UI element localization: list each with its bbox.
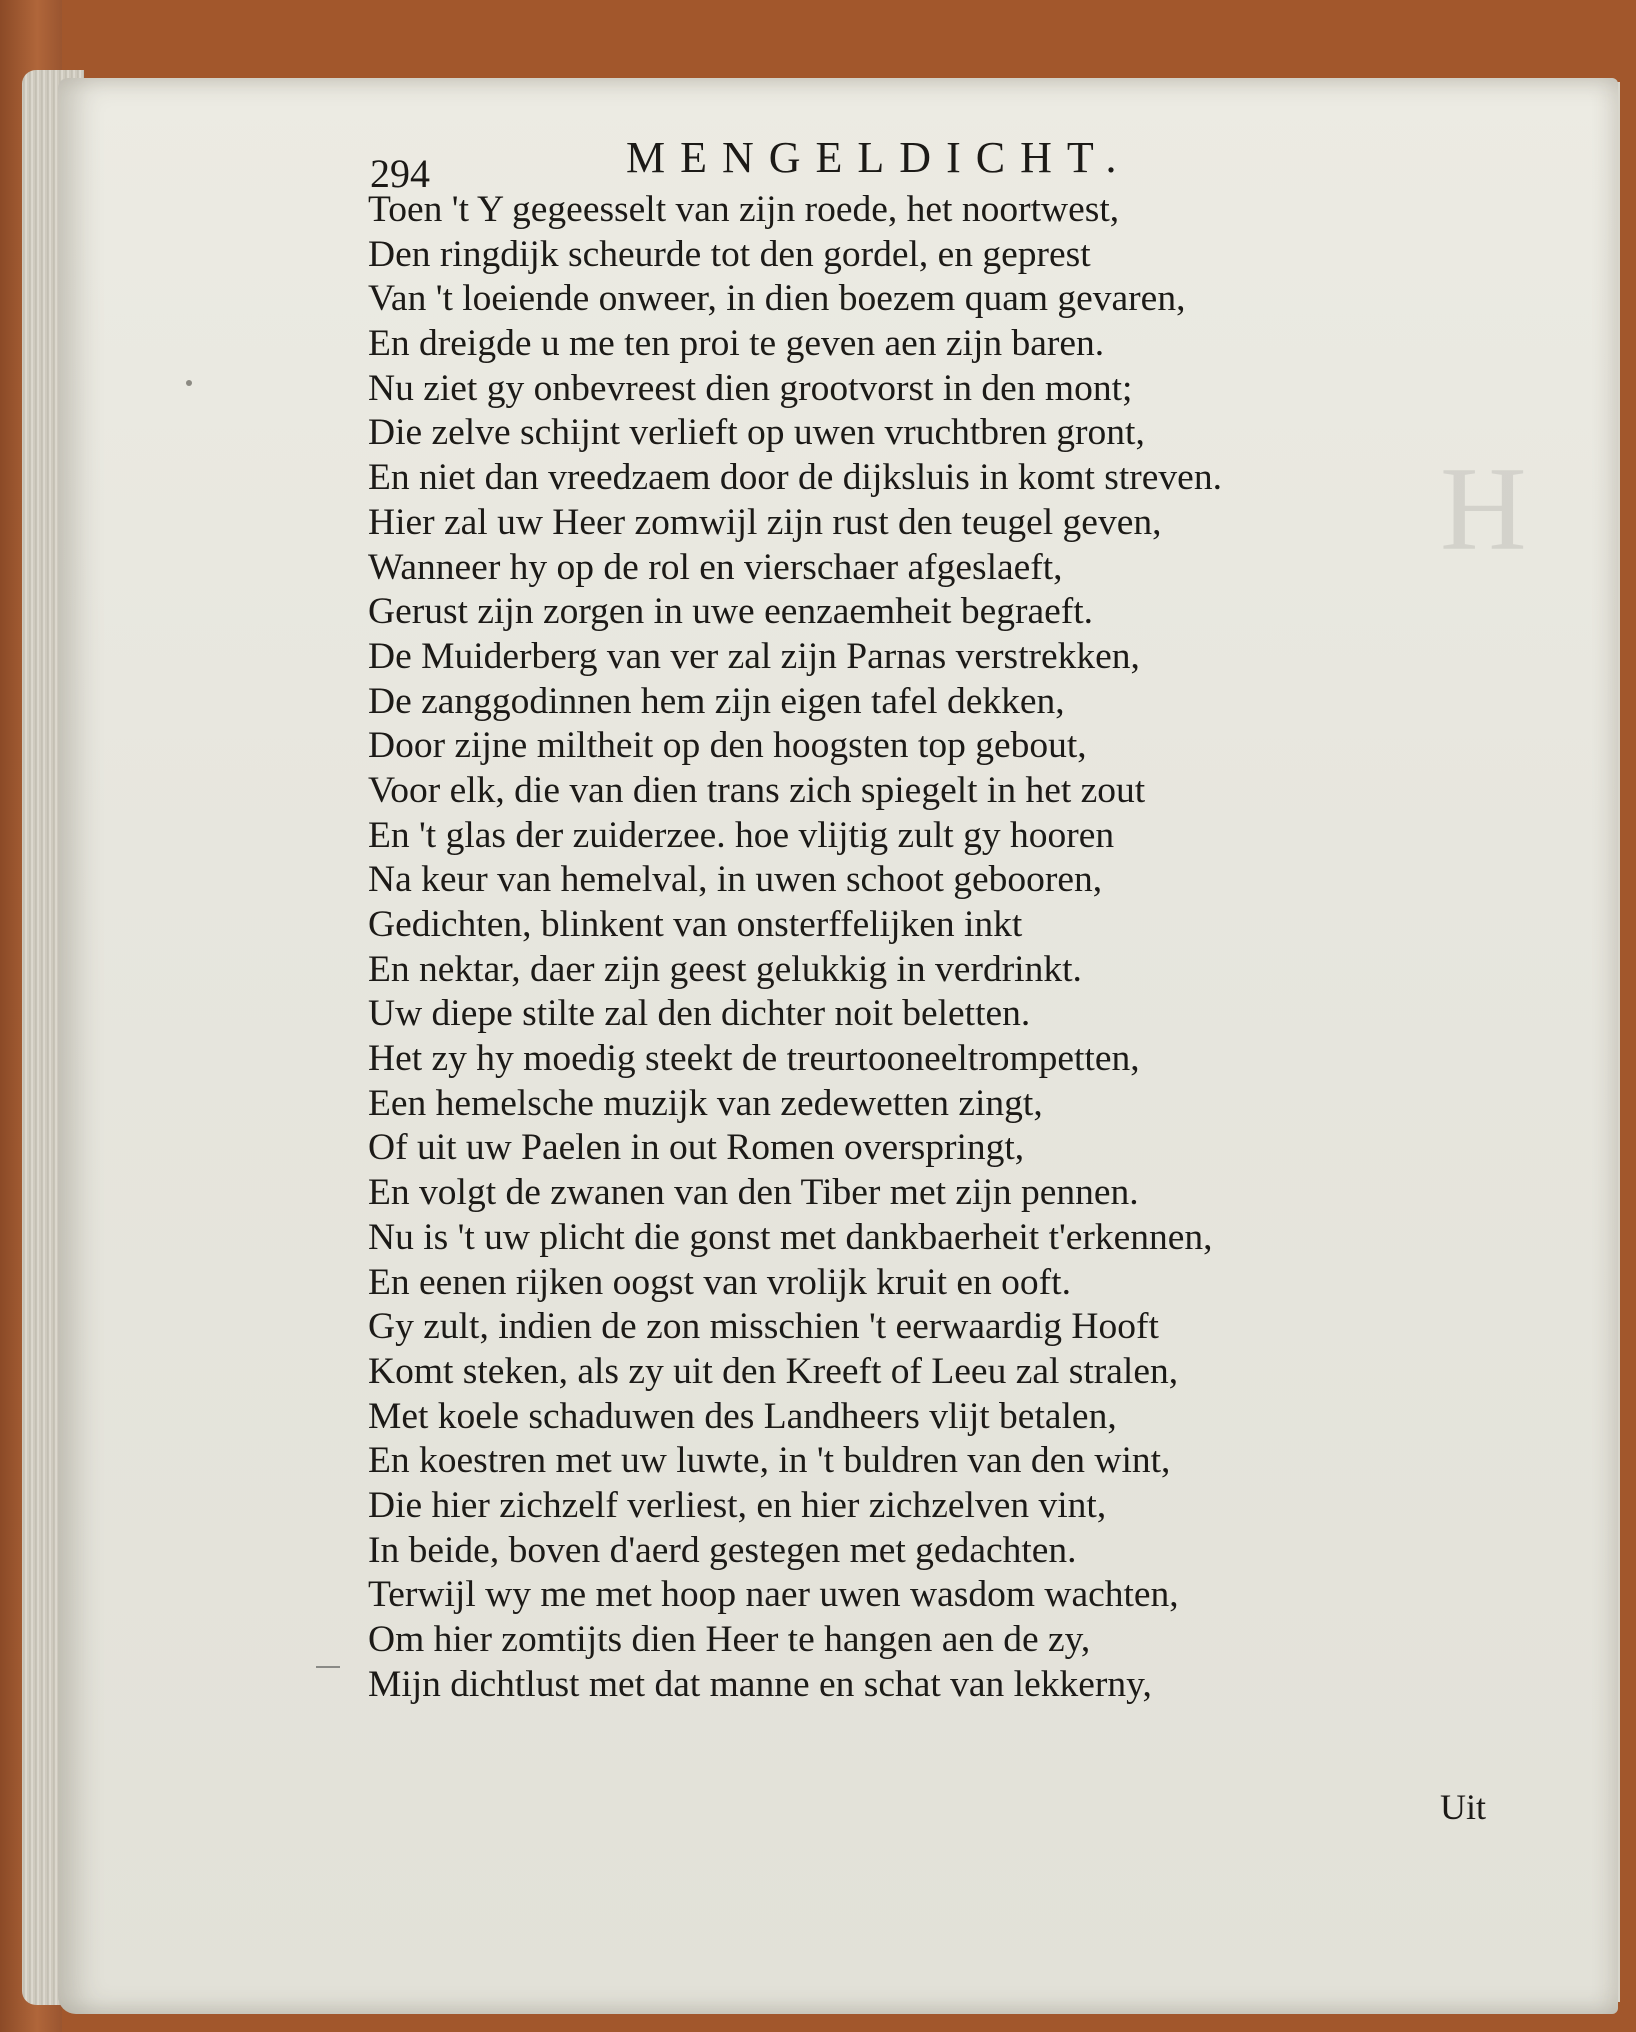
poem-line: Uw diepe stilte zal den dichter noit beletten. bbox=[368, 993, 1031, 1035]
poem-line: En 't glas der zuiderzee. hoe vlijtig zult gy hooren bbox=[368, 814, 1115, 856]
poem-line: Wanneer hy op de rol en vierschaer afgeslaeft, bbox=[368, 546, 1063, 588]
poem-line: Voor elk, die van dien trans zich spiegelt in het zout bbox=[368, 769, 1146, 811]
poem-line: En volgt de zwanen van den Tiber met zijn pennen. bbox=[368, 1172, 1139, 1214]
poem-text bbox=[368, 188, 1488, 1707]
poem-line: Door zijne miltheit op den hoogsten top gebout, bbox=[368, 725, 1087, 767]
poem-line: Met koele schaduwen des Landheers vlijt betalen, bbox=[368, 1395, 1117, 1437]
running-head: MENGELDICHT. bbox=[626, 133, 1132, 182]
poem-line: Nu ziet gy onbevreest dien grootvorst in den mont; bbox=[368, 367, 1133, 409]
poem-line: Na keur van hemelval, in uwen schoot gebooren, bbox=[368, 859, 1103, 901]
poem-line: Den ringdijk scheurde tot den gordel, en geprest bbox=[368, 233, 1091, 275]
show-through-decoration: H bbox=[1440, 442, 1527, 575]
catchword: Uit bbox=[1440, 1787, 1487, 1827]
poem-line: De Muiderberg van ver zal zijn Parnas verstrekken, bbox=[368, 635, 1140, 677]
poem-line: Om hier zomtijts dien Heer te hangen aen de zy, bbox=[368, 1619, 1091, 1660]
poem-line: En niet dan vreedzaem door de dijksluis in komt streven. bbox=[368, 457, 1222, 499]
poem-line: Hier zal uw Heer zomwijl zijn rust den teugel geven, bbox=[368, 501, 1162, 543]
poem-line: En nektar, daer zijn geest gelukkig in verdrinkt. bbox=[368, 948, 1082, 990]
poem-line: Terwijl wy me met hoop naer uwen wasdom wachten, bbox=[368, 1574, 1179, 1616]
poem-line: In beide, boven d'aerd gestegen met gedachten. bbox=[368, 1529, 1077, 1571]
poem-line: Een hemelsche muzijk van zedewetten zingt, bbox=[368, 1082, 1043, 1124]
poem-line: Gy zult, indien de zon misschien 't eerwaardig Hooft bbox=[368, 1306, 1159, 1348]
pencil-mark bbox=[186, 380, 192, 386]
poem-line: En koestren met uw luwte, in 't buldren van den wint, bbox=[368, 1440, 1171, 1482]
page-number: 294 bbox=[370, 151, 430, 196]
book-cover-right bbox=[1620, 0, 1636, 2032]
poem-line: Nu is 't uw plicht die gonst met dankbaerheit t'erkennen, bbox=[368, 1216, 1213, 1258]
poem-line: Het zy hy moedig steekt de treurtooneeltrompetten, bbox=[368, 1038, 1140, 1080]
poem-line: En dreigde u me ten proi te geven aen zijn baren. bbox=[368, 323, 1105, 365]
poem-line: De zanggodinnen hem zijn eigen tafel dekken, bbox=[368, 680, 1065, 722]
poem-line: Komt steken, als zy uit den Kreeft of Leeu zal stralen, bbox=[368, 1350, 1179, 1392]
poem-line: Of uit uw Paelen in out Romen overspringt, bbox=[368, 1127, 1025, 1169]
poem-line: En eenen rijken oogst van vrolijk kruit en ooft. bbox=[368, 1261, 1071, 1303]
poem-line: Mijn dichtlust met dat manne en schat van lekkerny, bbox=[368, 1663, 1152, 1705]
poem-line: Gedichten, blinkent van onsterffelijken inkt bbox=[368, 904, 1023, 945]
poem-line: Van 't loeiende onweer, in dien boezem quam gevaren, bbox=[368, 278, 1186, 320]
poem-line: Die hier zichzelf verliest, en hier zichzelven vint, bbox=[368, 1484, 1107, 1526]
poem-line: Gerust zijn zorgen in uwe eenzaemheit begraeft. bbox=[368, 591, 1094, 633]
pencil-dash bbox=[316, 1666, 340, 1668]
poem-line: Die zelve schijnt verlieft op uwen vruchtbren gront, bbox=[368, 412, 1145, 454]
poem-line: Toen 't Y gegeesselt van zijn roede, het noortwest, bbox=[368, 189, 1120, 230]
